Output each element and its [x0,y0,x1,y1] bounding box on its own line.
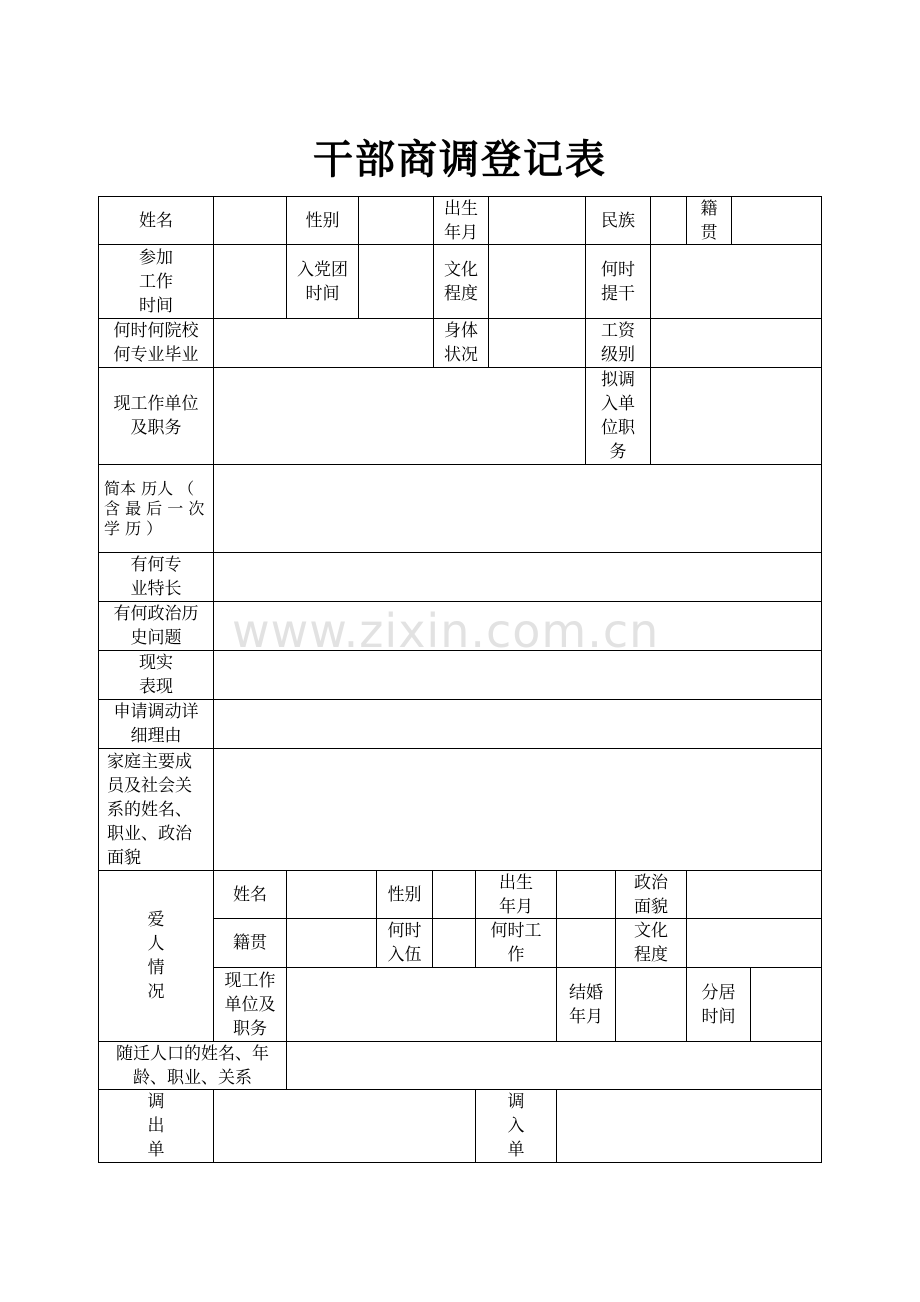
family-label: 家庭主要成 员及社会关 系的姓名、 职业、政治 面貌 [98,748,214,871]
resume-field[interactable] [213,464,822,553]
name-field[interactable] [213,196,287,245]
spouse-section-label: 爱 人 情 况 [98,870,214,1042]
work-start-field[interactable] [213,244,287,319]
spouse-gender-field[interactable] [432,870,476,919]
ethnicity-label: 民族 [585,196,651,245]
marriage-label: 结婚 年月 [556,967,616,1042]
planned-unit-label: 拟调 入单 位职 务 [585,367,651,465]
gender-field[interactable] [358,196,434,245]
spouse-political-field[interactable] [686,870,822,919]
performance-field[interactable] [213,650,822,700]
education-field[interactable] [488,244,586,319]
spouse-origin-field[interactable] [286,918,377,968]
spouse-work-start-field[interactable] [556,918,616,968]
spouse-education-field[interactable] [686,918,822,968]
performance-label: 现实 表现 [98,650,214,700]
spouse-unit-label: 现工作 单位及 职务 [213,967,287,1042]
current-unit-label: 现工作单位 及职务 [98,367,214,465]
political-history-label: 有何政治历 史问题 [98,601,214,651]
marriage-field[interactable] [615,967,687,1042]
political-history-field[interactable] [213,601,822,651]
education-label: 文化 程度 [433,244,489,319]
spouse-political-label: 政治 面貌 [615,870,687,919]
origin-field[interactable] [731,196,822,245]
dependents-field[interactable] [286,1041,822,1090]
separation-label: 分居 时间 [686,967,751,1042]
birth-label: 出生 年月 [433,196,489,245]
spouse-birth-label: 出生 年月 [475,870,557,919]
origin-label: 籍 贯 [686,196,732,245]
transfer-reason-label: 申请调动详 细理由 [98,699,214,749]
graduation-label: 何时何院校 何专业毕业 [98,318,214,368]
separation-field[interactable] [750,967,822,1042]
health-field[interactable] [488,318,586,368]
spouse-enlist-field[interactable] [432,918,476,968]
out-unit-field[interactable] [213,1089,476,1163]
out-unit-label: 调 出 单 [98,1089,214,1163]
family-field[interactable] [213,748,822,871]
spouse-enlist-label: 何时 入伍 [376,918,433,968]
spouse-origin-label: 籍贯 [213,918,287,968]
specialty-field[interactable] [213,552,822,602]
health-label: 身体 状况 [433,318,489,368]
work-start-label: 参加 工作 时间 [98,244,214,319]
current-unit-field[interactable] [213,367,586,465]
birth-field[interactable] [488,196,586,245]
spouse-gender-label: 性别 [376,870,433,919]
planned-unit-field[interactable] [650,367,822,465]
transfer-reason-field[interactable] [213,699,822,749]
salary-label: 工资 级别 [585,318,651,368]
spouse-name-label: 姓名 [213,870,287,919]
page-title: 干部商调登记表 [313,136,607,183]
party-join-field[interactable] [358,244,434,319]
watermark: www.zixin.com.cn [232,604,660,658]
resume-label: 简本 历人 （ 含 最 后 一 次 学 历 ） [98,464,214,553]
graduation-field[interactable] [213,318,434,368]
spouse-education-label: 文化 程度 [615,918,687,968]
spouse-name-field[interactable] [286,870,377,919]
salary-field[interactable] [650,318,822,368]
name-label: 姓名 [98,196,214,245]
ethnicity-field[interactable] [650,196,687,245]
spouse-birth-field[interactable] [556,870,616,919]
spouse-unit-field[interactable] [286,967,557,1042]
in-unit-field[interactable] [556,1089,822,1163]
party-join-label: 入党团 时间 [286,244,359,319]
gender-label: 性别 [286,196,359,245]
dependents-label: 随迁人口的姓名、年 龄、职业、关系 [98,1041,287,1090]
promotion-label: 何时 提干 [585,244,651,319]
in-unit-label: 调 入 单 [475,1089,557,1163]
spouse-work-start-label: 何时工 作 [475,918,557,968]
specialty-label: 有何专 业特长 [98,552,214,602]
promotion-field[interactable] [650,244,822,319]
